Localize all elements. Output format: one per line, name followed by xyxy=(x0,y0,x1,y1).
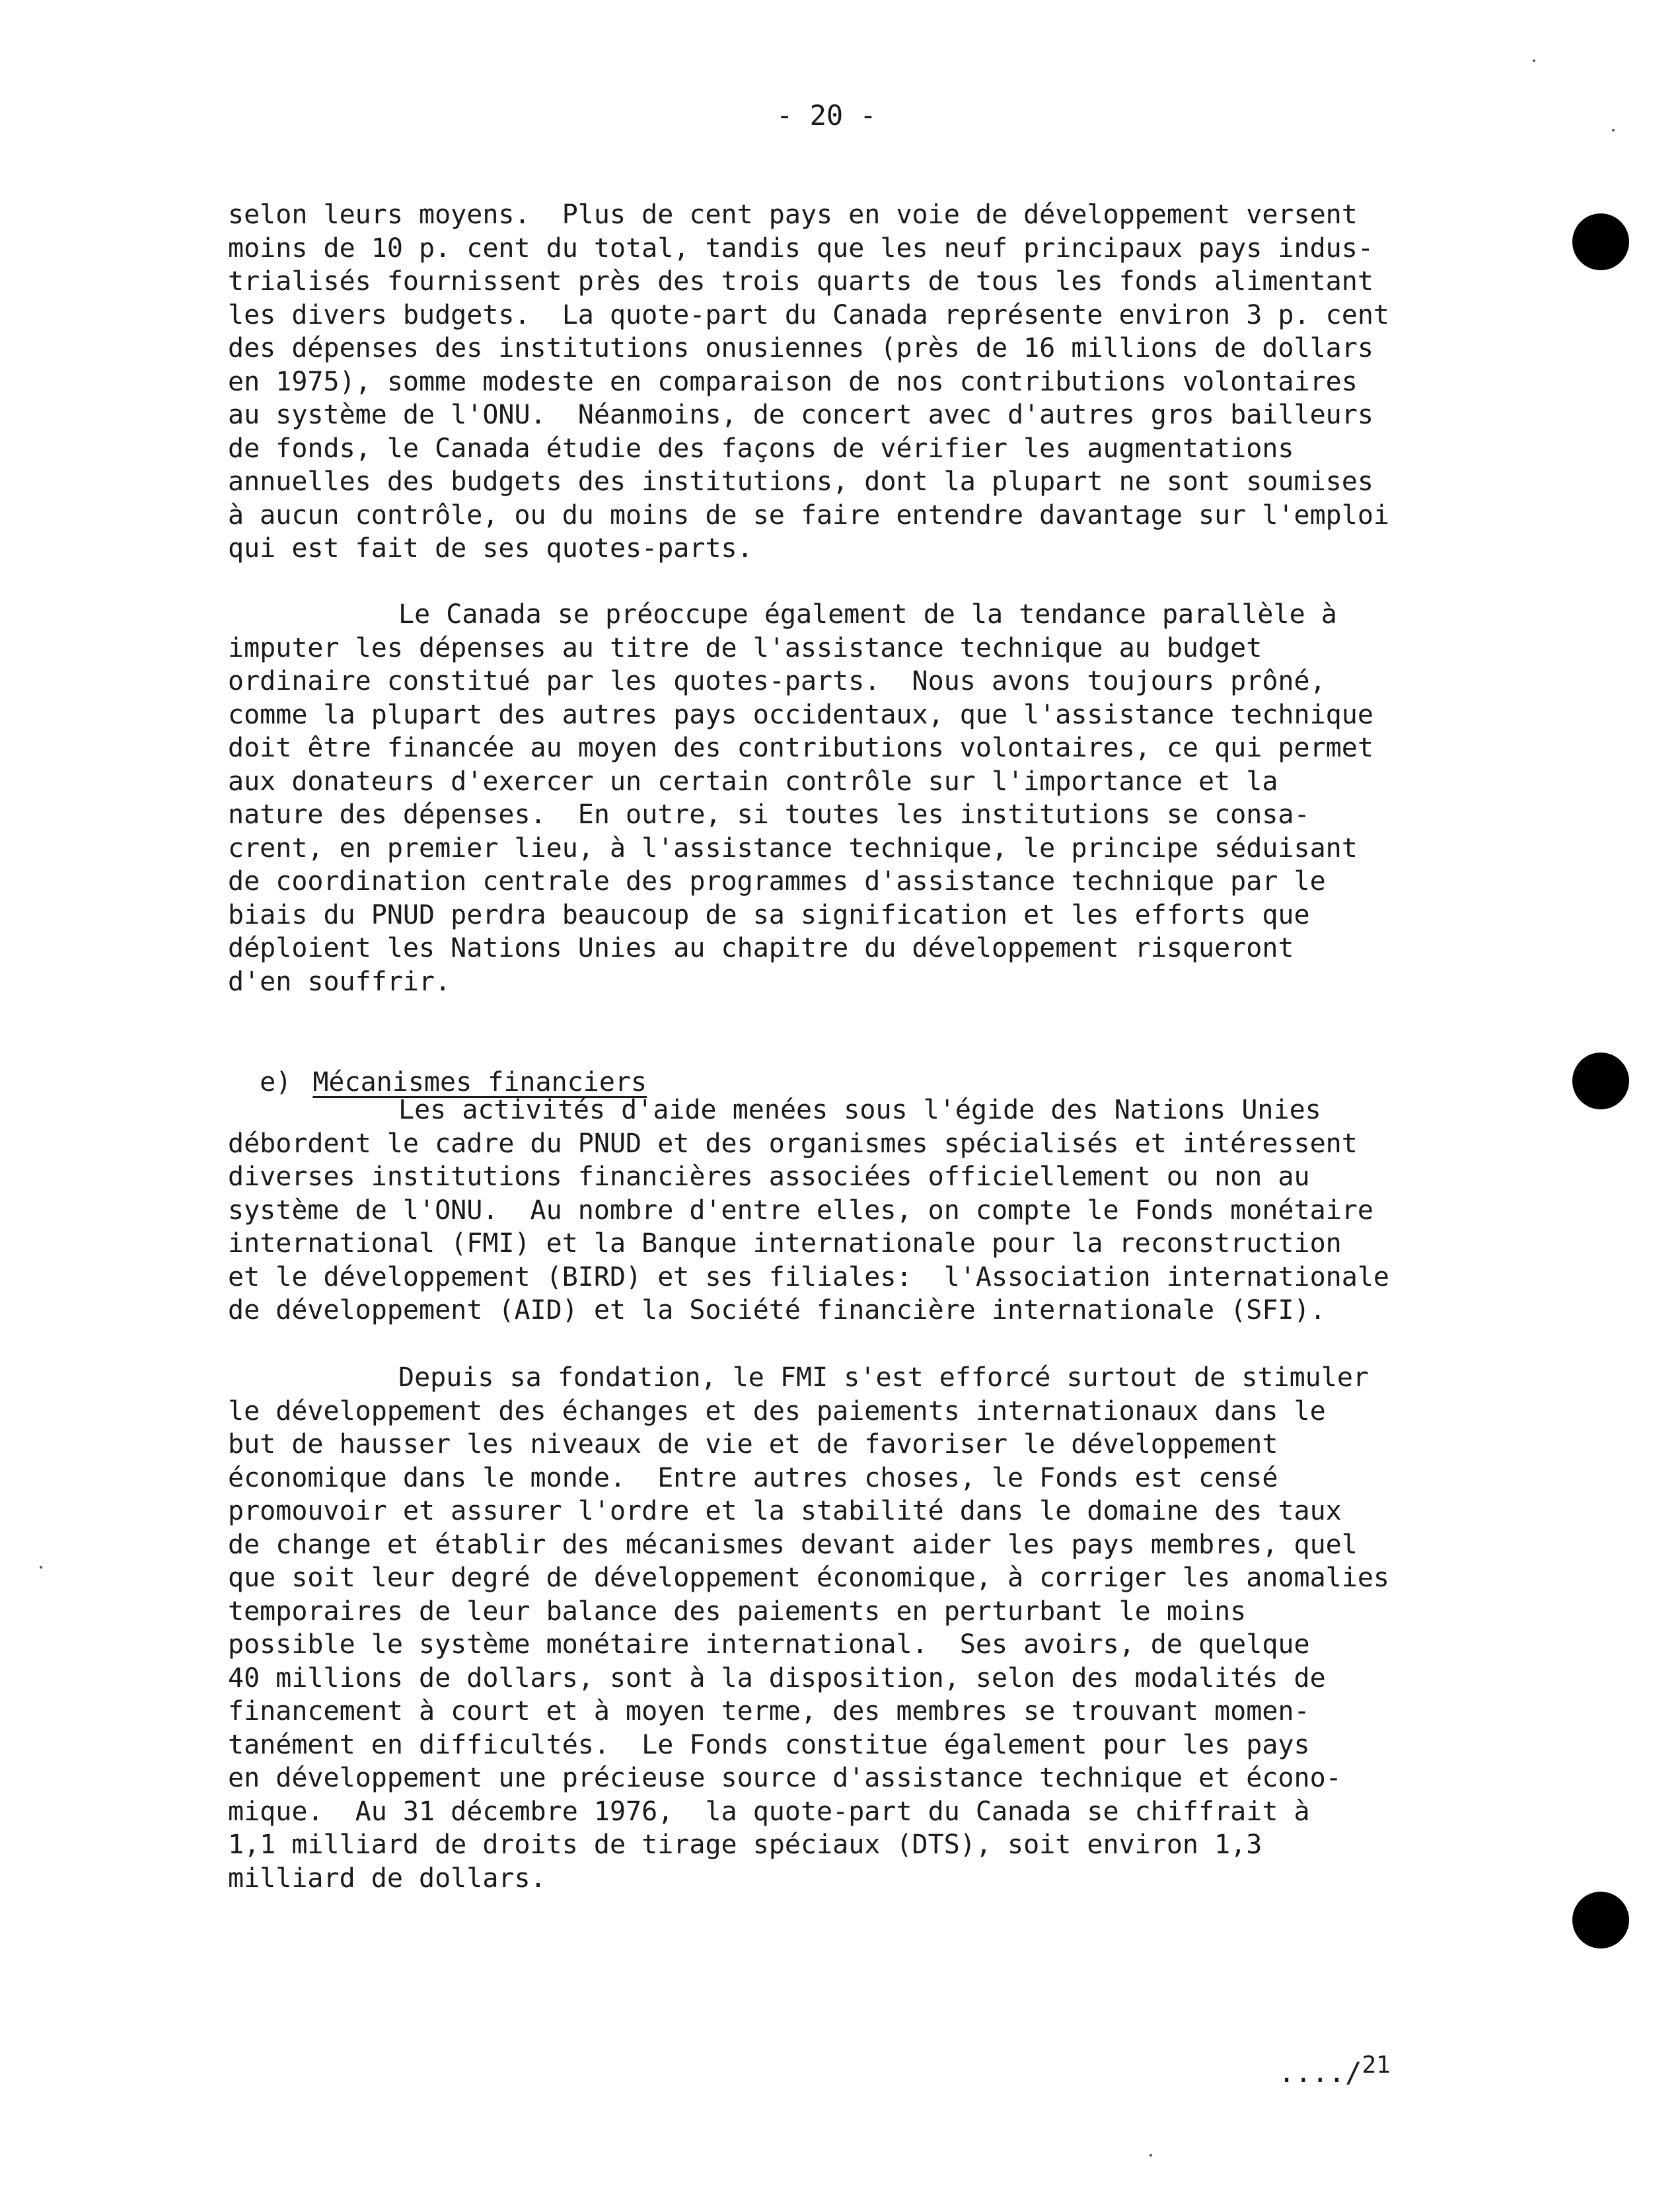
text-line: diverses institutions financières associées officiellement ou non au xyxy=(228,1162,1310,1192)
text-line: doit être financée au moyen des contributions volontaires, ce qui permet xyxy=(228,733,1373,763)
text-line: de développement (AID) et la Société financière internationale (SFI). xyxy=(228,1295,1326,1325)
text-line: 40 millions de dollars, sont à la disposition, selon des modalités de xyxy=(228,1662,1326,1693)
section-title: Mécanismes financiers xyxy=(312,1067,647,1097)
text-line: qui est fait de ses quotes-parts. xyxy=(228,533,753,564)
text-line: imputer les dépenses au titre de l'assistance technique au budget xyxy=(228,632,1262,663)
text-line: en 1975), somme modeste en comparaison de nos contributions volontaires xyxy=(228,366,1358,397)
text-line: but de hausser les niveaux de vie et de favoriser le développement xyxy=(228,1429,1278,1460)
text-line: annuelles des budgets des institutions, dont la plupart ne sont soumises xyxy=(228,466,1373,497)
page-number: - 20 - xyxy=(776,99,877,131)
text-line: système de l'ONU. Au nombre d'entre elles, on compte le Fonds monétaire xyxy=(228,1195,1373,1226)
text-line: le développement des échanges et des paiements internationaux dans le xyxy=(228,1395,1326,1427)
text-line: que soit leur degré de développement économique, à corriger les anomalies xyxy=(228,1563,1389,1593)
section-heading xyxy=(228,1033,647,1099)
text-line: possible le système monétaire international. Ses avoirs, de quelque xyxy=(228,1629,1310,1660)
paragraph xyxy=(228,1361,1477,1895)
text-line: de change et établir des mécanismes devant aider les pays membres, quel xyxy=(228,1529,1358,1560)
scan-speck xyxy=(1533,59,1535,62)
text-line: comme la plupart des autres pays occidentaux, que l'assistance technique xyxy=(228,699,1373,730)
scan-speck xyxy=(1150,2154,1152,2157)
text-line: temporaires de leur balance des paiements en perturbant le moins xyxy=(228,1596,1247,1627)
text-line: tanément en difficultés. Le Fonds constitue également pour les pays xyxy=(228,1729,1310,1760)
text-line: mique. Au 31 décembre 1976, la quote-part du Canada se chiffrait à xyxy=(228,1796,1310,1827)
text-line: financement à court et à moyen terme, des membres se trouvant momen- xyxy=(228,1696,1310,1726)
text-line: international (FMI) et la Banque internationale pour la reconstruction xyxy=(228,1228,1342,1259)
paragraph xyxy=(228,1094,1477,1327)
text-line: Les activités d'aide menées sous l'égide des Nations Unies xyxy=(398,1095,1321,1125)
text-line: selon leurs moyens. Plus de cent pays en voie de développement versent xyxy=(228,200,1358,230)
paragraph xyxy=(228,198,1477,566)
paragraph xyxy=(228,598,1477,998)
text-line: en développement une précieuse source d'assistance technique et écono- xyxy=(228,1763,1342,1793)
text-line: Le Canada se préoccupe également de la tendance parallèle à xyxy=(398,599,1337,630)
text-line: de coordination centrale des programmes d'assistance technique par le xyxy=(228,866,1326,897)
text-line: débordent le cadre du PNUD et des organismes spécialisés et intéressent xyxy=(228,1128,1358,1159)
text-line: Depuis sa fondation, le FMI s'est efforcé surtout de stimuler xyxy=(398,1362,1370,1393)
text-line: économique dans le monde. Entre autres choses, le Fonds est censé xyxy=(228,1462,1278,1493)
punch-hole xyxy=(1572,1053,1629,1109)
punch-hole xyxy=(1572,1892,1629,1948)
text-line: déploient les Nations Unies au chapitre du développement risqueront xyxy=(228,933,1294,963)
text-line: d'en souffrir. xyxy=(228,966,451,997)
text-line: nature des dépenses. En outre, si toutes les institutions se consa- xyxy=(228,799,1310,830)
text-line: aux donateurs d'exercer un certain contrôle sur l'importance et la xyxy=(228,766,1278,797)
continuation-page: 21 xyxy=(1362,2052,1391,2079)
punch-hole xyxy=(1572,213,1629,270)
text-line: au système de l'ONU. Néanmoins, de concert avec d'autres gros bailleurs xyxy=(228,400,1373,430)
text-line: trialisés fournissent près des trois quarts de tous les fonds alimentant xyxy=(228,266,1373,297)
text-line: milliard de dollars. xyxy=(228,1863,546,1894)
section-marker: e) xyxy=(260,1067,292,1097)
text-line: des dépenses des institutions onusiennes (près de 16 millions de dollars xyxy=(228,333,1373,363)
continuation-marker xyxy=(1278,2052,1391,2089)
text-line: et le développement (BIRD) et ses filiales: l'Association internationale xyxy=(228,1261,1389,1292)
continuation-dots: ..../ xyxy=(1278,2056,1362,2089)
text-line: promouvoir et assurer l'ordre et la stabilité dans le domaine des taux xyxy=(228,1496,1342,1526)
text-line: les divers budgets. La quote-part du Canada représente environ 3 p. cent xyxy=(228,299,1389,330)
text-line: moins de 10 p. cent du total, tandis que les neuf principaux pays indus- xyxy=(228,233,1373,264)
scan-speck xyxy=(40,1566,42,1569)
text-line: à aucun contrôle, ou du moins de se faire entendre davantage sur l'emploi xyxy=(228,500,1389,531)
text-line: ordinaire constitué par les quotes-parts. Nous avons toujours prôné, xyxy=(228,666,1326,696)
scan-speck xyxy=(1612,129,1615,131)
text-line: de fonds, le Canada étudie des façons de vérifier les augmentations xyxy=(228,433,1294,464)
text-line: crent, en premier lieu, à l'assistance technique, le principe séduisant xyxy=(228,833,1358,864)
text-line: 1,1 milliard de droits de tirage spéciaux (DTS), soit environ 1,3 xyxy=(228,1830,1262,1860)
text-line: biais du PNUD perdra beaucoup de sa signification et les efforts que xyxy=(228,899,1310,930)
